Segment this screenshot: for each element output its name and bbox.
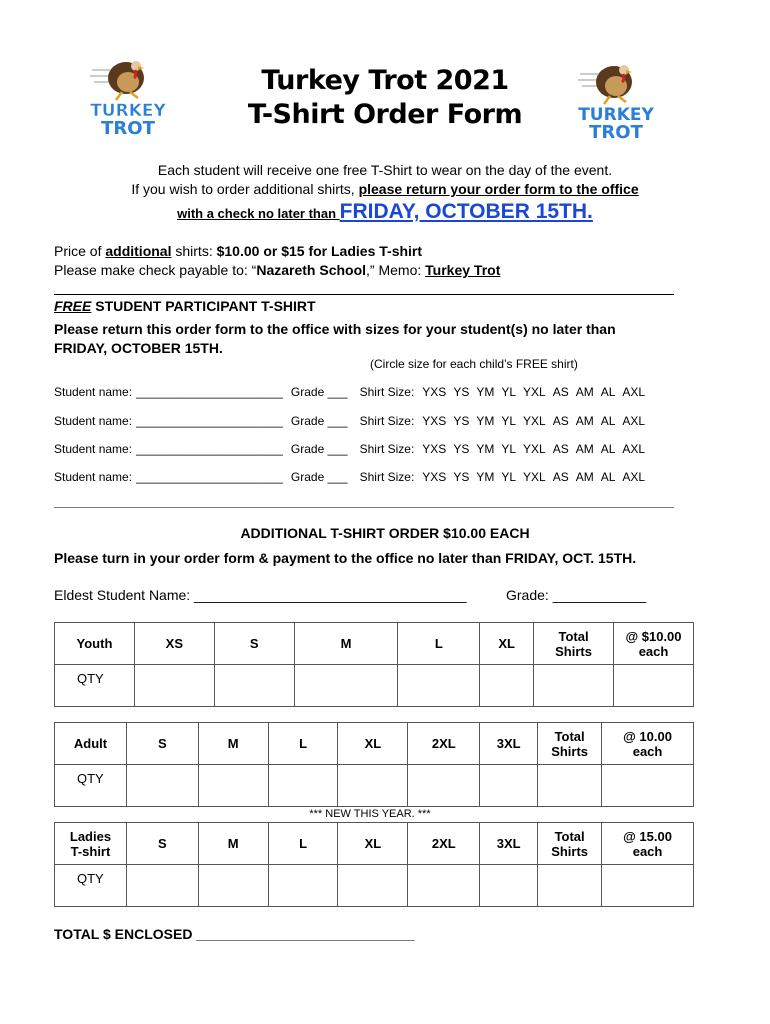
ladies-size-m: M (198, 823, 268, 865)
section-divider (54, 294, 674, 295)
shirt-size-option[interactable]: AS (552, 414, 569, 428)
shirt-size-option[interactable]: YL (501, 385, 517, 399)
youth-total-cell[interactable] (534, 665, 614, 707)
shirt-size-label: Shirt Size: (359, 414, 415, 428)
check-memo: Turkey Trot (425, 262, 501, 278)
price-line (54, 243, 422, 259)
student-name-blank[interactable]: ______________________ (136, 385, 283, 399)
additional-heading: ADDITIONAL T-SHIRT ORDER $10.00 EACH (240, 525, 530, 541)
total-enclosed-line[interactable] (54, 926, 414, 942)
free-heading (54, 298, 316, 314)
student-grade-blank[interactable]: Grade ___ (290, 470, 348, 484)
ladies-size-s: S (126, 823, 198, 865)
adult-order-table (54, 722, 694, 807)
circle-size-note: (Circle size for each child’s FREE shirt) (370, 357, 578, 371)
student-row (54, 442, 645, 456)
student-name-label: Student name: (54, 414, 133, 428)
new-this-year-note: *** NEW THIS YEAR. *** (309, 808, 431, 820)
deadline-date: FRIDAY, OCTOBER 15TH. (339, 200, 593, 223)
check-prefix: Please make check payable to: “ (54, 262, 257, 278)
shirt-size-option[interactable]: YXS (422, 414, 447, 428)
ladies-qty-cell[interactable] (408, 865, 480, 907)
shirt-size-option[interactable]: YXL (523, 470, 546, 484)
student-grade-blank[interactable]: Grade ___ (290, 385, 348, 399)
adult-amount-cell[interactable] (602, 765, 694, 807)
total-enclosed-blank[interactable]: ____________________________ (196, 926, 415, 942)
adult-size-2xl: 2XL (408, 723, 480, 765)
shirt-size-option[interactable]: YL (501, 442, 517, 456)
logo-text-turkey: TURKEY (578, 105, 654, 125)
ladies-size-xl: XL (338, 823, 408, 865)
adult-size-m: M (198, 723, 268, 765)
shirt-size-option[interactable]: YL (501, 470, 517, 484)
youth-size-l: L (398, 623, 480, 665)
shirt-size-label: Shirt Size: (359, 470, 415, 484)
shirt-size-option[interactable]: YS (453, 470, 470, 484)
youth-size-xl: XL (480, 623, 534, 665)
ladies-qty-cell[interactable] (480, 865, 538, 907)
eldest-student-line[interactable] (54, 587, 467, 603)
shirt-size-option[interactable]: YM (476, 442, 495, 456)
shirt-size-option[interactable]: AXL (622, 385, 646, 399)
student-name-label: Student name: (54, 385, 133, 399)
student-grade-blank[interactable]: Grade ___ (290, 414, 348, 428)
ladies-total-cell[interactable] (538, 865, 602, 907)
adult-qty-cell[interactable] (408, 765, 480, 807)
shirt-size-option[interactable]: AL (600, 442, 616, 456)
grade-label: Grade: (506, 587, 549, 603)
youth-size-s: S (214, 623, 294, 665)
intro-line2-underlined: please return your order form to the office (358, 181, 639, 197)
youth-qty-cell[interactable] (294, 665, 398, 707)
shirt-size-option[interactable]: YXL (523, 414, 546, 428)
adult-qty-cell[interactable] (126, 765, 198, 807)
price-middle: shirts: (171, 243, 217, 259)
ladies-size-l: L (268, 823, 338, 865)
shirt-size-option[interactable]: AXL (622, 414, 646, 428)
logo-text-trot: TROT (101, 118, 155, 139)
form-title-line1: Turkey Trot 2021 (261, 65, 509, 96)
eldest-label: Eldest Student Name: (54, 587, 191, 603)
total-enclosed-label: TOTAL $ ENCLOSED (54, 926, 193, 942)
intro-line2 (0, 181, 770, 197)
youth-price-header: @ $10.00 each (614, 623, 694, 665)
free-word: FREE (54, 298, 92, 314)
youth-qty-cell[interactable] (480, 665, 534, 707)
youth-size-xs: XS (134, 623, 214, 665)
youth-qty-cell[interactable] (134, 665, 214, 707)
shirt-size-option[interactable]: AS (552, 385, 569, 399)
ladies-qty-cell[interactable] (338, 865, 408, 907)
shirt-size-option[interactable]: YXS (422, 470, 447, 484)
student-grade-blank[interactable]: Grade ___ (290, 442, 348, 456)
adult-qty-cell[interactable] (480, 765, 538, 807)
ladies-qty-label: QTY (55, 865, 127, 907)
adult-qty-cell[interactable] (338, 765, 408, 807)
shirt-size-option[interactable]: YL (501, 414, 517, 428)
student-name-blank[interactable]: ______________________ (136, 470, 283, 484)
shirt-size-option[interactable]: AM (575, 385, 594, 399)
youth-order-table (54, 622, 694, 707)
price-amount: $10.00 or $15 for Ladies T-shirt (216, 243, 423, 259)
youth-amount-cell[interactable] (614, 665, 694, 707)
shirt-size-option[interactable]: AM (575, 442, 594, 456)
logo-text-trot: TROT (589, 122, 643, 143)
youth-size-m: M (294, 623, 398, 665)
adult-qty-cell[interactable] (268, 765, 338, 807)
price-additional: additional (105, 243, 172, 259)
grade-blank[interactable]: ____________ (552, 587, 647, 603)
ladies-order-table (54, 822, 694, 907)
logo-text-turkey: TURKEY (90, 101, 166, 121)
shirt-size-option[interactable]: YS (453, 442, 470, 456)
shirt-size-option[interactable]: YXS (422, 385, 447, 399)
shirt-size-option[interactable]: YM (476, 470, 495, 484)
free-heading-rest: STUDENT PARTICIPANT T-SHIRT (91, 298, 316, 314)
eldest-name-blank[interactable]: ___________________________________ (194, 587, 467, 603)
youth-qty-cell[interactable] (398, 665, 480, 707)
shirt-size-option[interactable]: YM (476, 414, 495, 428)
shirt-size-option[interactable]: YXL (523, 385, 546, 399)
shirt-size-option[interactable]: AL (600, 385, 616, 399)
shirt-size-option[interactable]: YM (476, 385, 495, 399)
intro-line3-underlined: with a check no later than (177, 206, 340, 221)
check-payee: Nazareth School (256, 262, 367, 278)
ladies-amount-cell[interactable] (602, 865, 694, 907)
shirt-size-label: Shirt Size: (359, 385, 415, 399)
free-instruction-line1: Please return this order form to the office with sizes for your student(s) no later than (54, 321, 616, 337)
ladies-size-2xl: 2XL (408, 823, 480, 865)
student-row (54, 470, 645, 484)
adult-qty-label: QTY (55, 765, 127, 807)
youth-total-header: Total Shirts (534, 623, 614, 665)
form-title-line2: T-Shirt Order Form (247, 99, 523, 130)
adult-size-l: L (268, 723, 338, 765)
shirt-size-option[interactable]: AL (600, 470, 616, 484)
price-prefix: Price of (54, 243, 106, 259)
youth-qty-label: QTY (55, 665, 135, 707)
shirt-size-option[interactable]: YXL (523, 442, 546, 456)
shirt-size-option[interactable]: AS (552, 442, 569, 456)
ladies-total-header: Total Shirts (538, 823, 602, 865)
check-payable-line (54, 262, 500, 278)
shirt-size-option[interactable]: YS (453, 414, 470, 428)
student-name-label: Student name: (54, 470, 133, 484)
ladies-qty-cell[interactable] (198, 865, 268, 907)
student-name-blank[interactable]: ______________________ (136, 414, 283, 428)
shirt-size-option[interactable]: YXS (422, 442, 447, 456)
free-instruction-line2: FRIDAY, OCTOBER 15TH. (54, 340, 223, 356)
grade-line[interactable] (506, 587, 646, 603)
adult-size-3xl: 3XL (480, 723, 538, 765)
shirt-size-label: Shirt Size: (359, 442, 415, 456)
dashed-divider (54, 507, 674, 508)
intro-line2-plain: If you wish to order additional shirts, (131, 181, 359, 197)
adult-label: Adult (55, 723, 127, 765)
adult-price-header: @ 10.00 each (602, 723, 694, 765)
ladies-label: Ladies T-shirt (55, 823, 127, 865)
shirt-size-option[interactable]: AL (600, 414, 616, 428)
additional-instruction: Please turn in your order form & payment to the office no later than FRIDAY, OCT. 15TH. (54, 550, 637, 566)
student-row (54, 414, 645, 428)
adult-size-s: S (126, 723, 198, 765)
adult-qty-cell[interactable] (198, 765, 268, 807)
shirt-size-option[interactable]: AM (575, 470, 594, 484)
youth-label: Youth (55, 623, 135, 665)
adult-total-header: Total Shirts (538, 723, 602, 765)
adult-total-cell[interactable] (538, 765, 602, 807)
shirt-size-option[interactable]: YS (453, 385, 470, 399)
shirt-size-option[interactable]: AS (552, 470, 569, 484)
shirt-size-option[interactable]: AM (575, 414, 594, 428)
youth-qty-cell[interactable] (214, 665, 294, 707)
shirt-size-option[interactable]: AXL (622, 470, 646, 484)
student-name-label: Student name: (54, 442, 133, 456)
adult-size-xl: XL (338, 723, 408, 765)
ladies-size-3xl: 3XL (480, 823, 538, 865)
student-row (54, 385, 645, 399)
shirt-size-option[interactable]: AXL (622, 442, 646, 456)
check-middle: ,” Memo: (366, 262, 426, 278)
student-name-blank[interactable]: ______________________ (136, 442, 283, 456)
intro-line3 (0, 200, 770, 224)
ladies-price-header: @ 15.00 each (602, 823, 694, 865)
ladies-qty-cell[interactable] (268, 865, 338, 907)
ladies-qty-cell[interactable] (126, 865, 198, 907)
intro-line1: Each student will receive one free T-Shirt to wear on the day of the event. (157, 162, 613, 178)
